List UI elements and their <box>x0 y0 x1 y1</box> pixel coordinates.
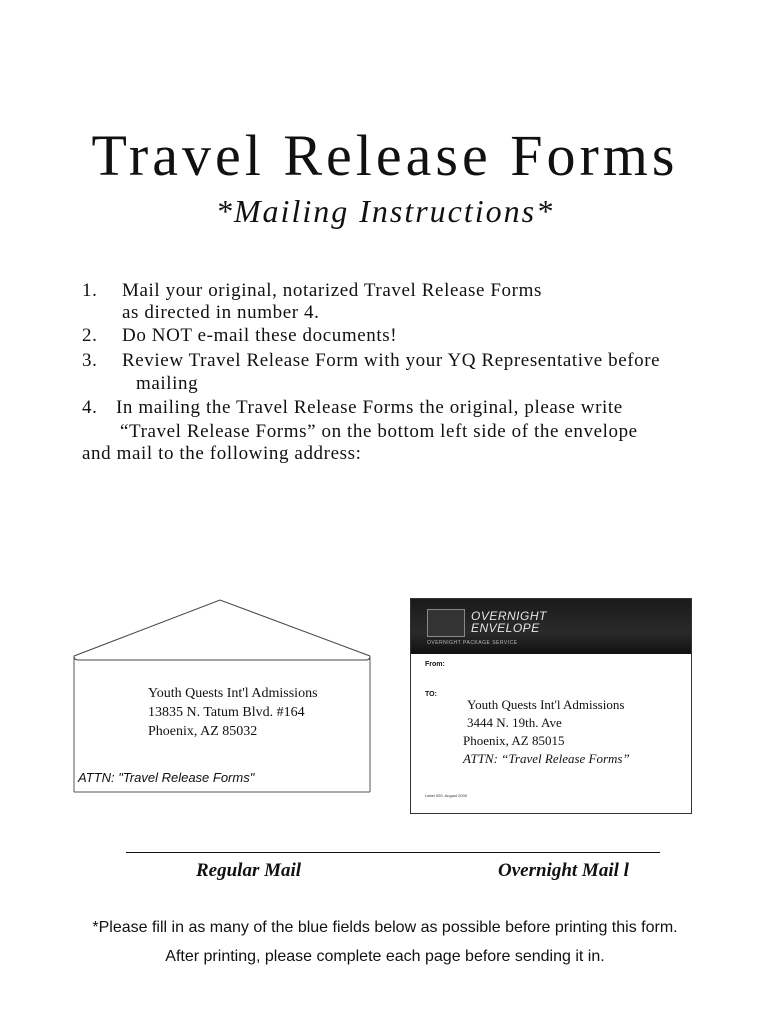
instruction-text: Mail your original, notarized Travel Release Forms <box>122 280 542 301</box>
caption-divider <box>126 852 660 853</box>
instruction-text: In mailing the Travel Release Forms the original, please write <box>116 397 623 418</box>
address-line: Youth Quests Int'l Admissions <box>467 697 625 712</box>
instruction-item-2 <box>82 325 397 347</box>
address-line: Phoenix, AZ 85015 <box>463 733 565 748</box>
overnight-mail-caption: Overnight Mail l <box>498 860 629 881</box>
instruction-continuation: as directed in number 4. <box>122 302 320 323</box>
page-title: Travel Release Forms <box>91 123 679 188</box>
address-line: Phoenix, AZ 85032 <box>148 724 258 739</box>
instruction-number: 2. <box>82 325 98 346</box>
overnight-brand <box>471 610 547 634</box>
instruction-item-4 <box>82 397 623 419</box>
instruction-text: Do NOT e-mail these documents! <box>122 325 398 346</box>
instruction-text: Review Travel Release Form with your YQ Representative before <box>122 350 661 371</box>
overnight-attn-line: ATTN: “Travel Release Forms” <box>463 751 630 766</box>
overnight-address <box>463 696 630 768</box>
regular-mail-caption: Regular Mail <box>196 860 302 881</box>
to-label: TO: <box>425 691 437 698</box>
instruction-item-1 <box>82 280 542 302</box>
address-line: 13835 N. Tatum Blvd. #164 <box>148 705 305 720</box>
overnight-header-band <box>411 599 691 654</box>
overnight-footer-label: Label 000, August 2000 <box>425 793 468 798</box>
print-instructions-note: After printing, please complete each page before sending it in. <box>165 948 605 965</box>
brand-line: OVERNIGHT <box>471 609 547 623</box>
from-label: From: <box>425 661 445 668</box>
instruction-number: 3. <box>82 350 98 371</box>
regular-address <box>148 684 318 741</box>
instruction-continuation: “Travel Release Forms” on the bottom left side of the envelope <box>120 421 638 442</box>
regular-mail-envelope <box>70 598 375 794</box>
instruction-item-3 <box>82 350 660 372</box>
instruction-continuation: mailing <box>136 373 199 394</box>
regular-attn-line: ATTN: "Travel Release Forms" <box>78 770 255 785</box>
page-subtitle: *Mailing Instructions* <box>215 193 555 229</box>
overnight-mail-envelope <box>410 598 692 814</box>
instruction-number: 4. <box>82 397 98 418</box>
instruction-continuation: and mail to the following address: <box>82 443 362 464</box>
overnight-logo-icon <box>427 609 465 637</box>
address-line: Youth Quests Int'l Admissions <box>148 686 318 701</box>
fill-instructions-note: *Please fill in as many of the blue fields below as possible before printing this form. <box>92 919 678 936</box>
overnight-service-label: OVERNIGHT PACKAGE SERVICE <box>427 640 518 646</box>
instruction-number: 1. <box>82 280 98 301</box>
address-line: 3444 N. 19th. Ave <box>467 715 562 730</box>
brand-line: ENVELOPE <box>471 621 540 635</box>
